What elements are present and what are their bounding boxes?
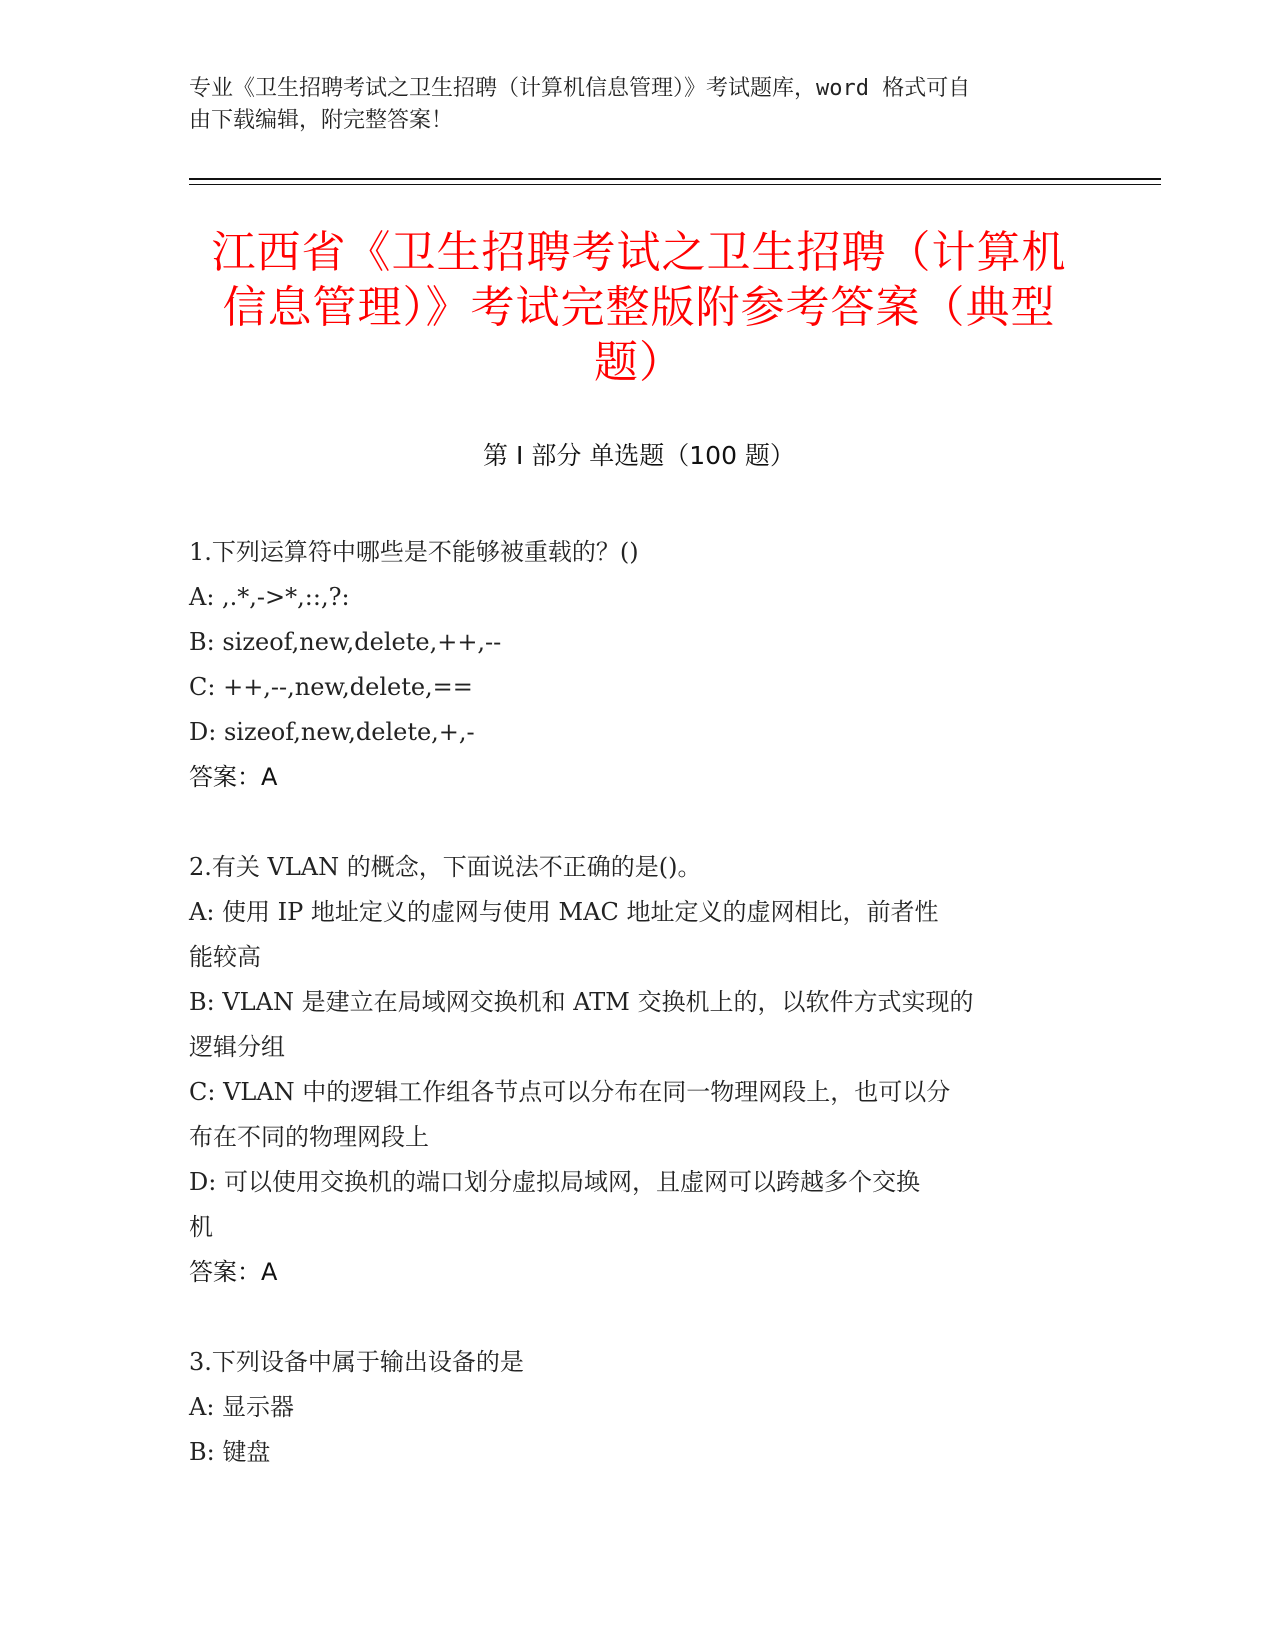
header-divider-thin <box>189 184 1161 185</box>
option-b: B: VLAN 是建立在局域网交换机和 ATM 交换机上的，以软件方式实现的 <box>189 988 974 1016</box>
option-a: A: 使用 IP 地址定义的虚网与使用 MAC 地址定义的虚网相比，前者性 <box>189 898 939 926</box>
option-d: D: sizeof,new,delete,+,- <box>189 718 475 746</box>
option-a: A: 显示器 <box>189 1393 295 1421</box>
option-a: A: ,.*,->*,::,?: <box>189 583 350 611</box>
answer: 答案：A <box>189 763 278 791</box>
section-title: 第 I 部分 单选题（100 题） <box>483 441 795 470</box>
option-a-continued: 能较高 <box>189 943 261 971</box>
option-c: C: VLAN 中的逻辑工作组各节点可以分布在同一物理网段上，也可以分 <box>189 1078 951 1106</box>
header-note <box>189 73 1089 137</box>
question-2 <box>189 845 1089 1295</box>
option-b: B: sizeof,new,delete,++,-- <box>189 628 502 656</box>
question-1 <box>189 530 1089 800</box>
option-d-continued: 机 <box>189 1213 213 1241</box>
header-divider-thick <box>189 178 1161 180</box>
document-title <box>189 225 1089 390</box>
document-title-line-2: 信息管理）》考试完整版附参考答案（典型 <box>222 282 1056 333</box>
question-stem: 1.下列运算符中哪些是不能够被重载的？() <box>189 538 639 566</box>
option-b: B: 键盘 <box>189 1438 271 1466</box>
option-d: D: 可以使用交换机的端口划分虚拟局域网，且虚网可以跨越多个交换 <box>189 1168 920 1196</box>
header-note-line-2: 由下载编辑，附完整答案！ <box>189 108 454 133</box>
question-3 <box>189 1340 1089 1475</box>
question-stem: 2.有关 VLAN 的概念，下面说法不正确的是()。 <box>189 853 702 881</box>
document-title-line-3: 题） <box>594 337 684 388</box>
question-stem: 3.下列设备中属于输出设备的是 <box>189 1348 524 1376</box>
option-c: C: ++,--,new,delete,== <box>189 673 473 701</box>
answer: 答案：A <box>189 1258 278 1286</box>
header-note-line-1: 专业《卫生招聘考试之卫生招聘（计算机信息管理）》考试题库，word 格式可自 <box>189 76 971 101</box>
option-c-continued: 布在不同的物理网段上 <box>189 1123 429 1151</box>
question-list <box>189 530 1089 1520</box>
document-title-line-1: 江西省《卫生招聘考试之卫生招聘（计算机 <box>211 227 1067 278</box>
option-b-continued: 逻辑分组 <box>189 1033 285 1061</box>
